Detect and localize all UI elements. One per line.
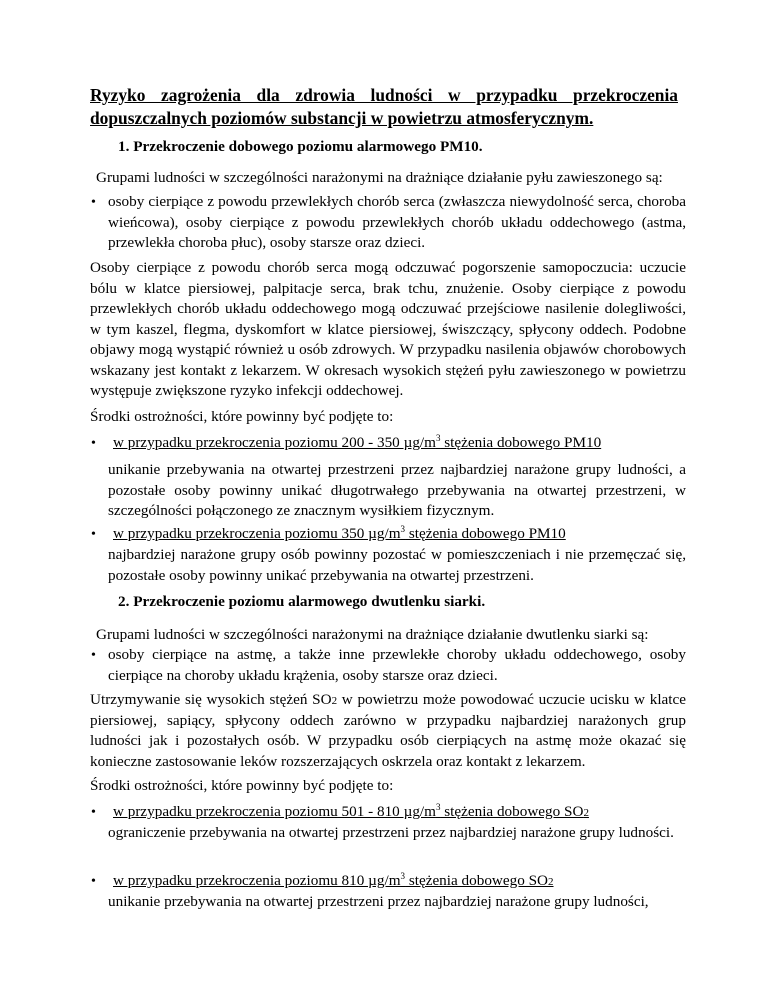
section-2-bullet: osoby cierpiące na astmę, a także inne przewlekłe choroby układu oddechowego, osoby cierpiące na choroby układu krążenia, osoby starsze oraz dzieci. — [108, 646, 686, 684]
bullet-icon: • — [91, 436, 96, 451]
section-2-measure-1-text: ograniczenie przebywania na otwartej przestrzeni przez najbardziej narażone grupy ludności. — [108, 824, 674, 841]
bullet-icon: • — [91, 195, 96, 210]
section-2-measure-2-condition: w przypadku przekroczenia poziomu 810 $\mu g/m^3$ stężenia dobowego SO2 — [113, 870, 554, 889]
section-1-measure-1-text: unikanie przebywania na otwartej przestrzeni przez najbardziej narażone grupy ludności, a pozostałe osoby powinny unikać długotrwałego przebywania na otwartej przestrzeni, w szczególności połączonego ze znacznym wysiłkiem fizycznym. — [108, 461, 686, 519]
section-1-intro: Grupami ludności w szczególności narażonymi na drażniące działanie pyłu zawieszonego są: — [96, 169, 663, 186]
section-1-measure-1-condition: w przypadku przekroczenia poziomu 200 - 350 $\mu g/m^3$ stężenia dobowego PM10 — [113, 432, 602, 451]
section-1-measure-2-condition: w przypadku przekroczenia poziomu 350 $\mu g/m^3$ stężenia dobowego PM10 — [113, 523, 566, 542]
section-2-measure-1-condition: w przypadku przekroczenia poziomu 501 - 810 $\mu g/m^3$ stężenia dobowego SO2 — [113, 801, 589, 820]
section-2-measures-intro: Środki ostrożności, które powinny być podjęte to: — [90, 777, 394, 794]
bullet-icon: • — [91, 527, 96, 542]
document-title: Ryzyko zagrożenia dla zdrowia ludności w przypadku przekroczenia dopuszczalnych poziomów substancji w powietrzu atmosferycznym. — [90, 85, 678, 128]
bullet-icon: • — [91, 805, 96, 820]
section-2-intro: Grupami ludności w szczególności narażonymi na drażniące działanie dwutlenku siarki są: — [96, 626, 649, 643]
section-2-paragraph: Utrzymywanie się wysokich stężeń SO2 w powietrzu może powodować uczucie ucisku w klatce piersiowej, sapiący, spłycony oddech zarówno w przypadku najbardziej narażonych grup ludności jak i pozostałych osób. W przypadku osób cierpiących na astmę może okazać się konieczne zastosowanie leków rozszerzających oskrzela oraz kontakt z lekarzem. — [90, 691, 686, 770]
section-2-measure-2-text: unikanie przebywania na otwartej przestrzeni przez najbardziej narażone grupy ludności, — [108, 893, 649, 910]
section-2-heading: 2. Przekroczenie poziomu alarmowego dwutlenku siarki. — [118, 593, 486, 610]
section-1-paragraph: Osoby cierpiące z powodu chorób serca mogą odczuwać pogorszenie samopoczucia: uczucie bólu w klatce piersiowej, palpitacje serca, brak tchu, znużenie. Osoby cierpiące z powodu przewlekłych chorób układu oddechowego mogą odczuwać przejściowe nasilenie dolegliwości, w tym kaszel, flegma, dyskomfort w klatce piersiowej, świszczący, spłycony oddech. Podobne objawy mogą wystąpić również u osób zdrowych. W przypadku nasilenia objawów chorobowych wskazany jest kontakt z lekarzem. W okresach wysokich stężeń pyłu zawieszonego w powietrzu występuje zwiększone ryzyko infekcji oddechowej. — [90, 259, 686, 399]
section-1-measures-intro: Środki ostrożności, które powinny być podjęte to: — [90, 408, 394, 425]
bullet-icon: • — [91, 874, 96, 889]
section-1-bullet: osoby cierpiące z powodu przewlekłych chorób serca (zwłaszcza niewydolność serca, choroba wieńcowa), osoby cierpiące z powodu przewlekłych chorób układu oddechowego (astma, przewlekła choroba płuc), osoby starsze oraz dzieci. — [108, 193, 686, 251]
section-1-measure-2-text: najbardziej narażone grupy osób powinny pozostać w pomieszczeniach i nie przemęczać się, pozostałe osoby powinny unikać przebywania na otwartej przestrzeni. — [108, 546, 686, 584]
section-1-heading: 1. Przekroczenie dobowego poziomu alarmowego PM10. — [118, 138, 483, 155]
bullet-icon: • — [91, 648, 96, 663]
